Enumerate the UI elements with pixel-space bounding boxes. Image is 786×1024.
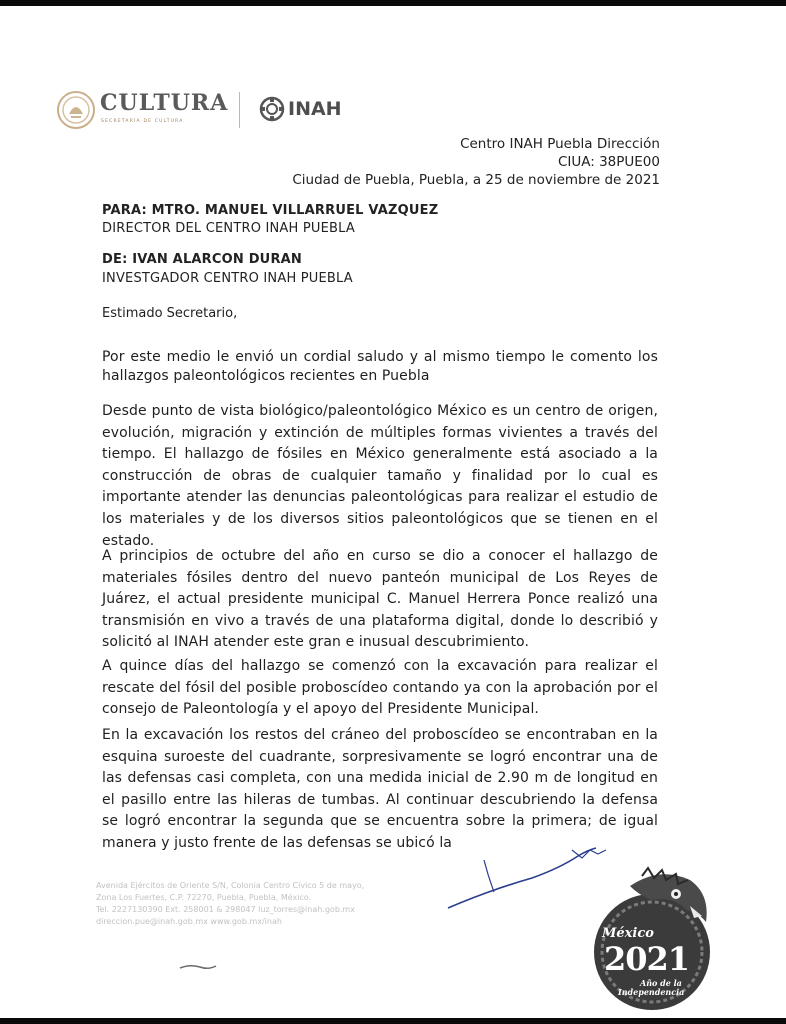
sender-title: INVESTGADOR CENTRO INAH PUEBLA xyxy=(102,271,353,286)
letterhead xyxy=(56,88,376,136)
recipient-title: DIRECTOR DEL CENTRO INAH PUEBLA xyxy=(102,221,355,236)
paragraph-excavation-findings: En la excavación los restos del cráneo del proboscídeo se encontraban en la esquina suroeste del cuadrante, sorpresivamente se logró encontrar una de las defensas casi completa, con una medida inicial de 2.90 m de longitud en el pasillo entre las hileras de tumbas. Al continuar descubriendo la defensa se logró encontrar la segunda que se encuentra sobre la primera; de igual manera y justo frente de las defensas se ubicó la xyxy=(102,727,658,851)
ink-mark xyxy=(178,962,218,972)
bottom-border xyxy=(0,1018,786,1024)
office-name: Centro INAH Puebla Dirección xyxy=(460,136,660,152)
paragraph-discovery: A principios de octubre del año en curso se dio a conocer el hallazgo de materiales fósiles dentro del nuevo panteón municipal de Los Reyes de Juárez, el actual presidente municipal C. Manuel Herrera Ponce realizó una transmisión en vivo a través de una plataforma digital, donde lo describió y solicitó al INAH atender este gran e inusual descubrimiento. xyxy=(102,548,658,651)
footer-line: Tel. 2227130390 Ext. 258001 & 298047 luz_torres@inah.gob.mx xyxy=(96,905,355,914)
sender-name: DE: IVAN ALARCON DURAN xyxy=(102,252,302,267)
ciua-code: CIUA: 38PUE00 xyxy=(557,154,660,170)
place-date: Ciudad de Puebla, Puebla, a 25 de noviembre de 2021 xyxy=(292,172,660,188)
footer-line: direccion.pue@inah.gob.mx www.gob.mx/inah xyxy=(96,917,282,926)
inah-glyph-icon xyxy=(259,96,285,122)
footer-line: Zona Los Fuertes, C.P. 72270, Puebla, Puebla, México. xyxy=(96,893,312,902)
coat-of-arms-icon xyxy=(56,90,96,130)
paragraph-context: Desde punto de vista biológico/paleontológico México es un centro de origen, evolución, migración y extinción de múltiples formas vivientes a través del tiempo. El hallazgo de fósiles en México generalmente está asociado a la construcción de obras de cualquier tamaño y finalidad por lo cual es importante atender las denuncias paleontológicas para realizar el estudio de los materiales y de los diversos sitios paleontológicos que se tienen en el estado. xyxy=(102,403,658,549)
logo-divider xyxy=(239,92,240,128)
greeting: Estimado Secretario, xyxy=(102,306,238,321)
footer-address xyxy=(96,880,426,928)
cultura-logo-text: CULTURA xyxy=(100,90,229,116)
emblem-mexico: México xyxy=(602,926,654,941)
top-border xyxy=(0,0,786,6)
cultura-subtitle: SECRETARÍA DE CULTURA xyxy=(101,119,184,124)
paragraph-excavation-start: A quince días del hallazgo se comenzó con la excavación para realizar el rescate del fósil del posible proboscídeo contando ya con la aprobación por el consejo de Paleontología y el apoyo del Presidente Municipal. xyxy=(102,658,658,718)
recipient-name: PARA: MTRO. MANUEL VILLARRUEL VAZQUEZ xyxy=(102,203,439,218)
emblem-tagline: Año de la xyxy=(640,978,682,988)
footer-line: Avenida Ejércitos de Oriente S/N, Colonia Centro Cívico 5 de mayo, xyxy=(96,881,365,890)
emblem-tagline: Independencia xyxy=(618,987,685,997)
emblem-year: 2021 xyxy=(604,940,690,978)
inah-logo-text: INAH xyxy=(288,98,342,120)
paragraph-intro: Por este medio le envió un cordial saludo y al mismo tiempo le comento los hallazgos paleontológicos recientes en Puebla xyxy=(102,349,658,384)
